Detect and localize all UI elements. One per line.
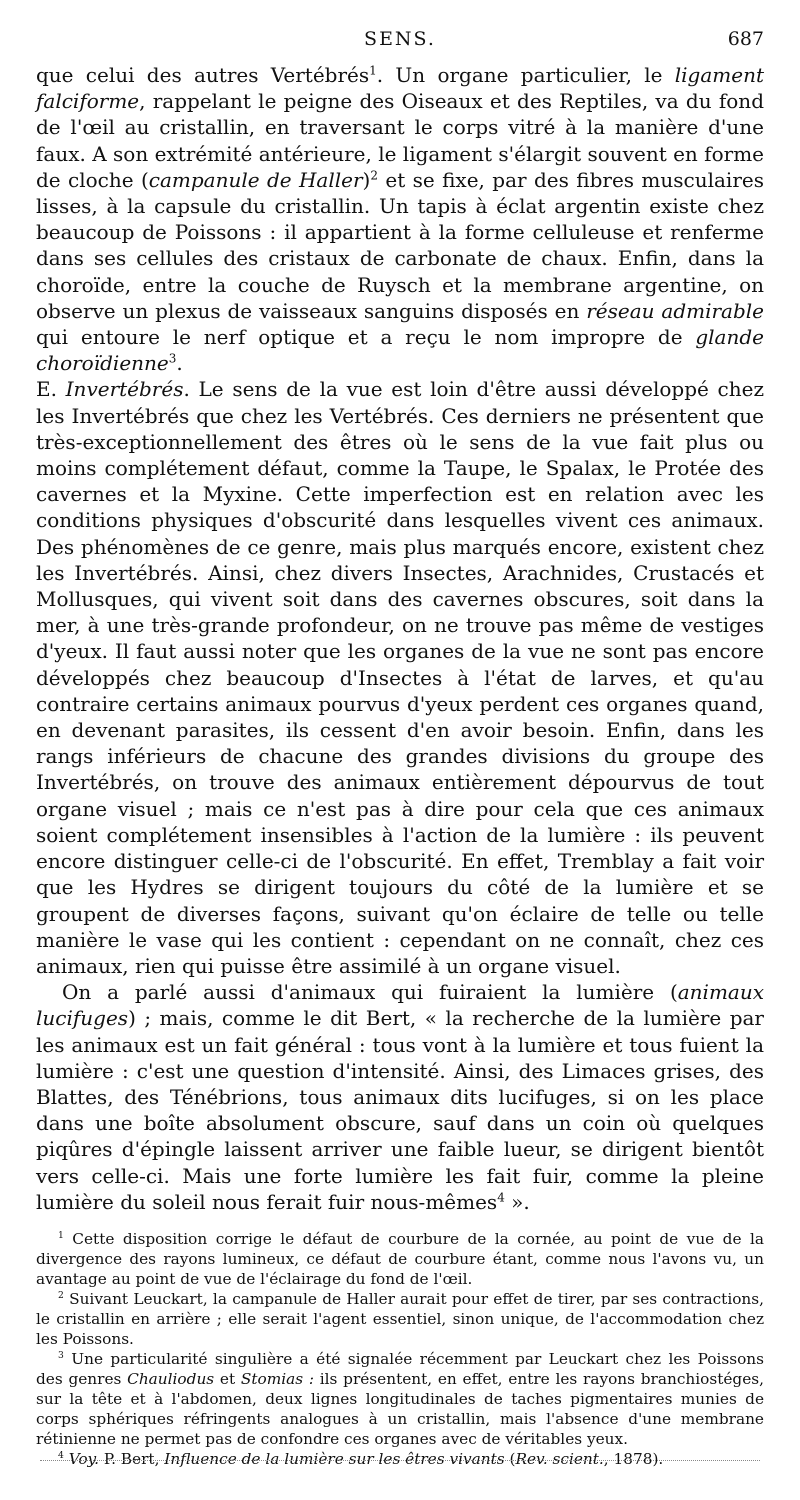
section-letter: E. bbox=[36, 377, 66, 402]
italic-term: Voy. bbox=[63, 1449, 100, 1468]
footnote-ref: 4 bbox=[497, 1190, 505, 1205]
text-run: . bbox=[176, 351, 183, 376]
footnote-number: 4 bbox=[58, 1449, 64, 1461]
italic-term: Stomias : bbox=[240, 1369, 314, 1388]
page-number: 687 bbox=[727, 28, 764, 50]
footnote-ref: 2 bbox=[370, 168, 378, 183]
text-run: On a parlé aussi d'animaux qui fuiraient la lumière ( bbox=[62, 980, 678, 1005]
main-text bbox=[36, 62, 764, 1215]
footnote-text: et bbox=[214, 1369, 241, 1388]
footnote-text: Cette disposition corrige le défaut de courbure de la cornée, au point de vue de la divergence des rayons lumineux, ce défaut de courbure étant, comme nous l'avons vu, un avantage au point de vue de l'éclairage du fond de l'œil. bbox=[36, 1229, 764, 1288]
text-run: . Le sens de la vue est loin d'être aussi développé chez les Invertébrés que chez les Vertébrés. Ces derniers ne présentent que très-exceptionnellement des êtres où le sens de la vue fait plus ou moins complétement défaut, comme la Taupe, le Spalax, le Protée des cavernes et la Myxine. Cette imperfection est en relation avec les conditions physiques d'obscurité dans lesquelles vivent ces animaux. Des phénomènes de ce genre, mais plus marqués encore, existent chez les Invertébrés. Ainsi, chez divers Insectes, Arachnides, Crustacés et Mollusques, qui vivent soit dans des cavernes obscures, soit dans la mer, à une très-grande profondeur, on ne trouve pas même de vestiges d'yeux. Il faut aussi noter que les organes de la vue ne sont pas encore développés chez beaucoup d'Insectes à l'état de larves, et qu'au contraire certains animaux pourvus d'yeux perdent ces organes quand, en devenant parasites, ils cessent d'en avoir besoin. Enfin, dans les rangs inférieurs de chacune des grandes divisions du groupe des Invertébrés, on trouve des animaux entièrement dépourvus de tout organe visuel ; mais ce n'est pas à dire pour cela que ces animaux soient complétement insensibles à l'action de la lumière : ils peuvent encore distinguer celle-ci de l'obscurité. En effet, Tremblay a fait voir que les Hydres se dirigent toujours du côté de la lumière et se groupent de diverses façons, suivant qu'on éclaire de telle ou telle manière le vase qui les contient : cependant on ne connaît, chez ces animaux, rien qui puisse être assimilé à un organe visuel. bbox=[36, 377, 764, 978]
footnote-ref: 1 bbox=[369, 63, 377, 78]
text-run: ) ; mais, comme le dit Bert, « la recherche de la lumière par les animaux est un fait général : tous vont à la lumière et tous fuient la lumière : c'est une question d'intensité. Ainsi, des Limaces grises, des Blattes, des Ténébrions, tous animaux dits lucifuges, si on les place dans une boîte absolument obscure, sauf dans un coin où quelques piqûres d'épingle laissent arriver une faible lueur, se dirigent bientôt vers celle-ci. Mais une forte lumière les fait fuir, comme la pleine lumière du soleil nous ferait fuir nous-mêmes bbox=[36, 1006, 764, 1214]
footnote-2 bbox=[36, 1289, 764, 1349]
footnote-text: P. Bert, bbox=[99, 1449, 165, 1468]
footnote-number: 1 bbox=[58, 1229, 64, 1241]
footnote-text: ( bbox=[504, 1449, 516, 1468]
section-heading: Invertébrés bbox=[65, 377, 184, 402]
citation-journal: Rev. scient. bbox=[515, 1449, 604, 1468]
italic-term: ligament falciforme bbox=[36, 63, 765, 114]
paragraph-lucifuges bbox=[36, 979, 764, 1215]
italic-term: animaux lucifuges bbox=[36, 980, 764, 1031]
citation-title: Influence de la lumière sur les êtres vivants bbox=[164, 1449, 505, 1468]
bottom-divider bbox=[40, 1460, 760, 1461]
footnote-ref: 3 bbox=[168, 351, 177, 366]
italic-term: Chauliodus bbox=[127, 1369, 215, 1388]
italic-term: campanule de Haller bbox=[148, 167, 363, 192]
italic-term: glande choroïdienne bbox=[36, 325, 764, 376]
running-title: SENS. bbox=[364, 28, 436, 50]
footnotes bbox=[36, 1229, 764, 1469]
text-run: qui entoure le nerf optique et a reçu le nom impropre de bbox=[36, 325, 696, 350]
text-run: que celui des autres Vertébrés bbox=[36, 63, 370, 87]
running-header bbox=[36, 28, 764, 56]
text-run: ) bbox=[362, 167, 371, 192]
footnote-4 bbox=[36, 1449, 764, 1469]
footnote-text: Une particularité singulière a été signalée récemment par Leuckart chez les Poissons des genres bbox=[36, 1349, 764, 1388]
footnote-text: Suivant Leuckart, la campanule de Haller aurait pour effet de tirer, par ses contractions, le cristallin en arrière ; elle serait l'agent essentiel, sinon unique, de l'accommodation chez les Poissons. bbox=[36, 1289, 764, 1348]
text-run: et se fixe, par des fibres musculaires lisses, à la capsule du cristallin. Un tapis à éclat argentin existe chez beaucoup de Poissons : il appartient à la forme celluleuse et renferme dans ses cellules des cristaux de carbonate de chaux. Enfin, dans la choroïde, entre la couche de Ruysch et la membrane argentine, on observe un plexus de vaisseaux sanguins disposés en bbox=[36, 167, 764, 323]
footnote-number: 2 bbox=[58, 1289, 64, 1301]
footnote-1 bbox=[36, 1229, 764, 1289]
footnote-text: ils présentent, en effet, entre les rayons branchiostéges, sur la tête et à l'abdomen, deux lignes longitudinales de taches pigmentaires munies de corps sphériques réfringents analogues à un cristallin, mais l'absence d'une membrane rétinienne ne permet pas de confondre ces organes avec de véritables yeux. bbox=[36, 1369, 764, 1448]
italic-term: réseau admirable bbox=[586, 298, 764, 323]
book-page bbox=[36, 28, 764, 1469]
footnote-text: , 1878). bbox=[603, 1449, 664, 1468]
text-run: ». bbox=[504, 1189, 530, 1214]
paragraph-invertebrates bbox=[36, 376, 764, 979]
text-run: , rappelant le peigne des Oiseaux et des Reptiles, va du fond de l'œil au cristallin, en traversant le corps vitré à la manière d'une faux. A son extrémité antérieure, le ligament s'élargit souvent en forme de cloche ( bbox=[36, 89, 764, 192]
paragraph-vertebrates bbox=[36, 62, 764, 376]
footnote-number: 3 bbox=[58, 1349, 64, 1361]
text-run: . Un organe particulier, le bbox=[376, 63, 675, 87]
footnote-3 bbox=[36, 1349, 764, 1449]
